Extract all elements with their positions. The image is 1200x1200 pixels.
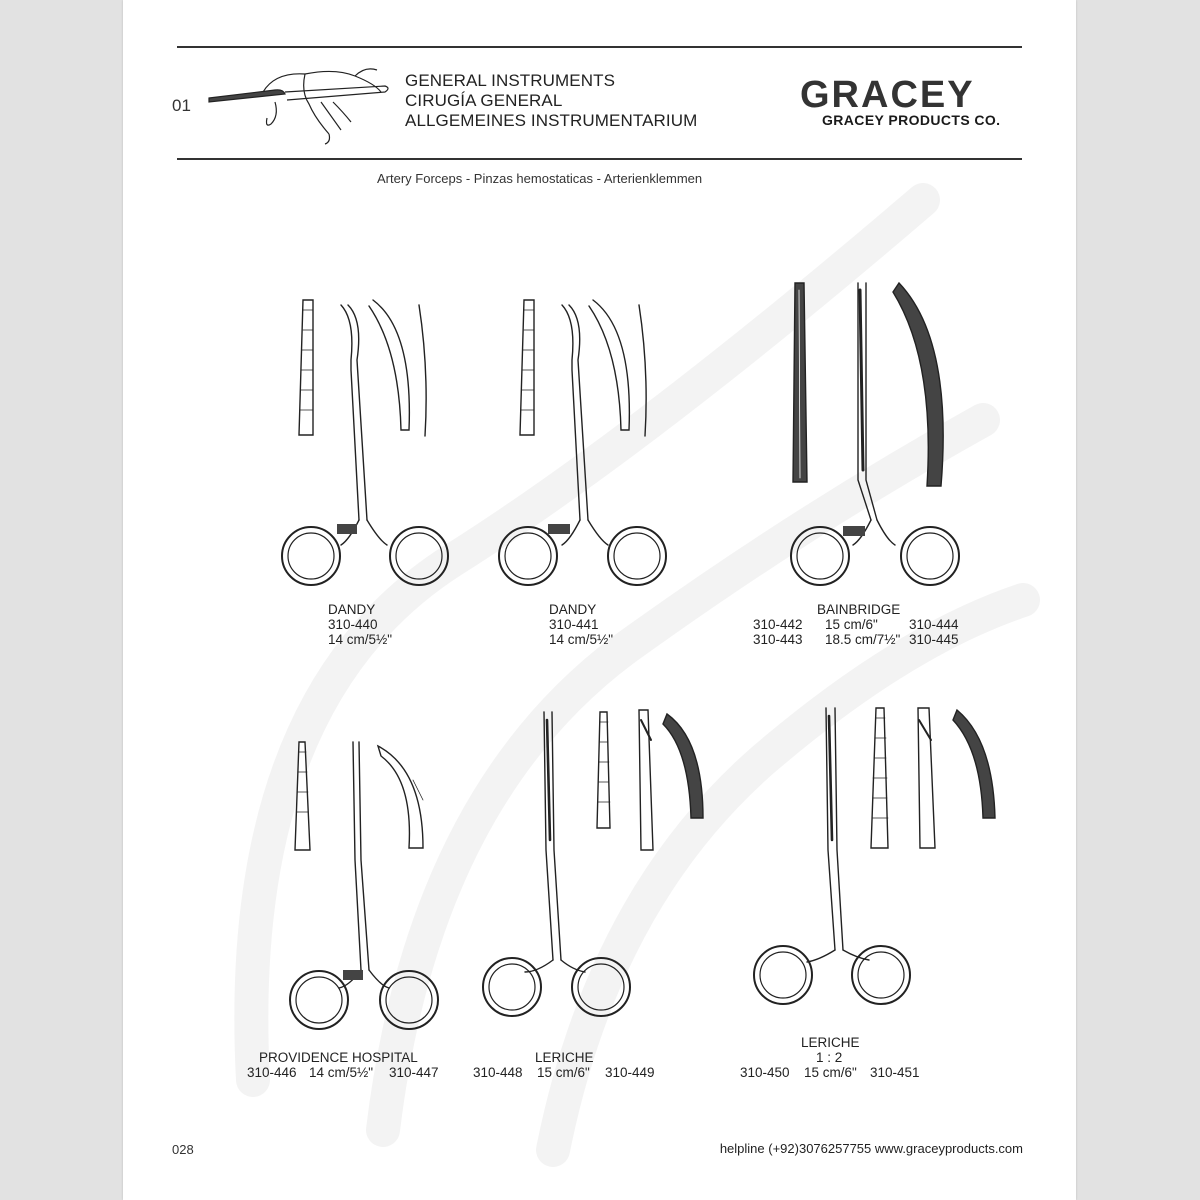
forceps-dandy-440 xyxy=(282,300,448,585)
footer-contact: helpline (+92)3076257755 www.graceyproducts.com xyxy=(719,1141,1023,1156)
product-code: 310-442 xyxy=(753,617,803,632)
product-code: 310-447 xyxy=(389,1065,439,1080)
forceps-bainbridge xyxy=(791,283,959,585)
product-row xyxy=(753,632,959,647)
product-name: LERICHE xyxy=(801,1035,860,1050)
product-name: DANDY xyxy=(328,602,376,617)
product-row xyxy=(247,1065,439,1080)
catalog-page xyxy=(123,0,1076,1200)
product-size: 14 cm/5½" xyxy=(328,632,393,647)
product-name: BAINBRIDGE xyxy=(817,602,901,617)
forceps-dandy-441 xyxy=(499,300,666,585)
product-label-bainbridge xyxy=(753,602,959,647)
page-subtitle: Artery Forceps - Pinzas hemostaticas - Arterienklemmen xyxy=(377,171,703,186)
product-code: 310-446 xyxy=(247,1065,297,1080)
product-label-leriche-448 xyxy=(473,1050,655,1080)
heading-english: GENERAL INSTRUMENTS xyxy=(405,71,616,90)
forceps-leriche-450 xyxy=(754,708,995,1004)
forceps-leriche-448 xyxy=(483,710,703,1016)
section-index: 01 xyxy=(172,96,191,115)
product-size: 15 cm/6" xyxy=(804,1065,857,1080)
product-name: DANDY xyxy=(549,602,597,617)
product-row xyxy=(740,1065,920,1080)
product-code: 310-440 xyxy=(328,617,378,632)
product-size: 14 cm/5½" xyxy=(549,632,614,647)
product-code: 310-451 xyxy=(870,1065,920,1080)
product-code: 310-441 xyxy=(549,617,599,632)
product-label-leriche-450 xyxy=(740,1035,920,1080)
product-row xyxy=(473,1065,655,1080)
brand-name: GRACEY xyxy=(800,76,975,112)
instrument-illustrations xyxy=(123,0,1076,1200)
product-label-providence xyxy=(247,1050,439,1080)
page-number: 028 xyxy=(172,1142,194,1157)
product-code: 310-444 xyxy=(909,617,959,632)
heading-german: ALLGEMEINES INSTRUMENTARIUM xyxy=(405,111,698,130)
product-code: 310-450 xyxy=(740,1065,790,1080)
product-name: LERICHE xyxy=(535,1050,594,1065)
product-size: 18.5 cm/7½" xyxy=(825,632,901,647)
product-size: 15 cm/6" xyxy=(825,617,878,632)
product-size: 15 cm/6" xyxy=(537,1065,590,1080)
product-name: PROVIDENCE HOSPITAL xyxy=(259,1050,418,1065)
product-size: 14 cm/5½" xyxy=(309,1065,374,1080)
product-code: 310-445 xyxy=(909,632,959,647)
product-code: 310-449 xyxy=(605,1065,655,1080)
product-label-dandy-440 xyxy=(328,602,392,647)
product-scale: 1 : 2 xyxy=(816,1050,843,1065)
forceps-providence-hospital xyxy=(290,742,438,1029)
product-row xyxy=(753,617,959,632)
heading-spanish: CIRUGÍA GENERAL xyxy=(405,91,563,110)
product-code: 310-443 xyxy=(753,632,803,647)
product-code: 310-448 xyxy=(473,1065,523,1080)
brand-subtitle: GRACEY PRODUCTS CO. xyxy=(822,112,1001,128)
product-label-dandy-441 xyxy=(549,602,613,647)
